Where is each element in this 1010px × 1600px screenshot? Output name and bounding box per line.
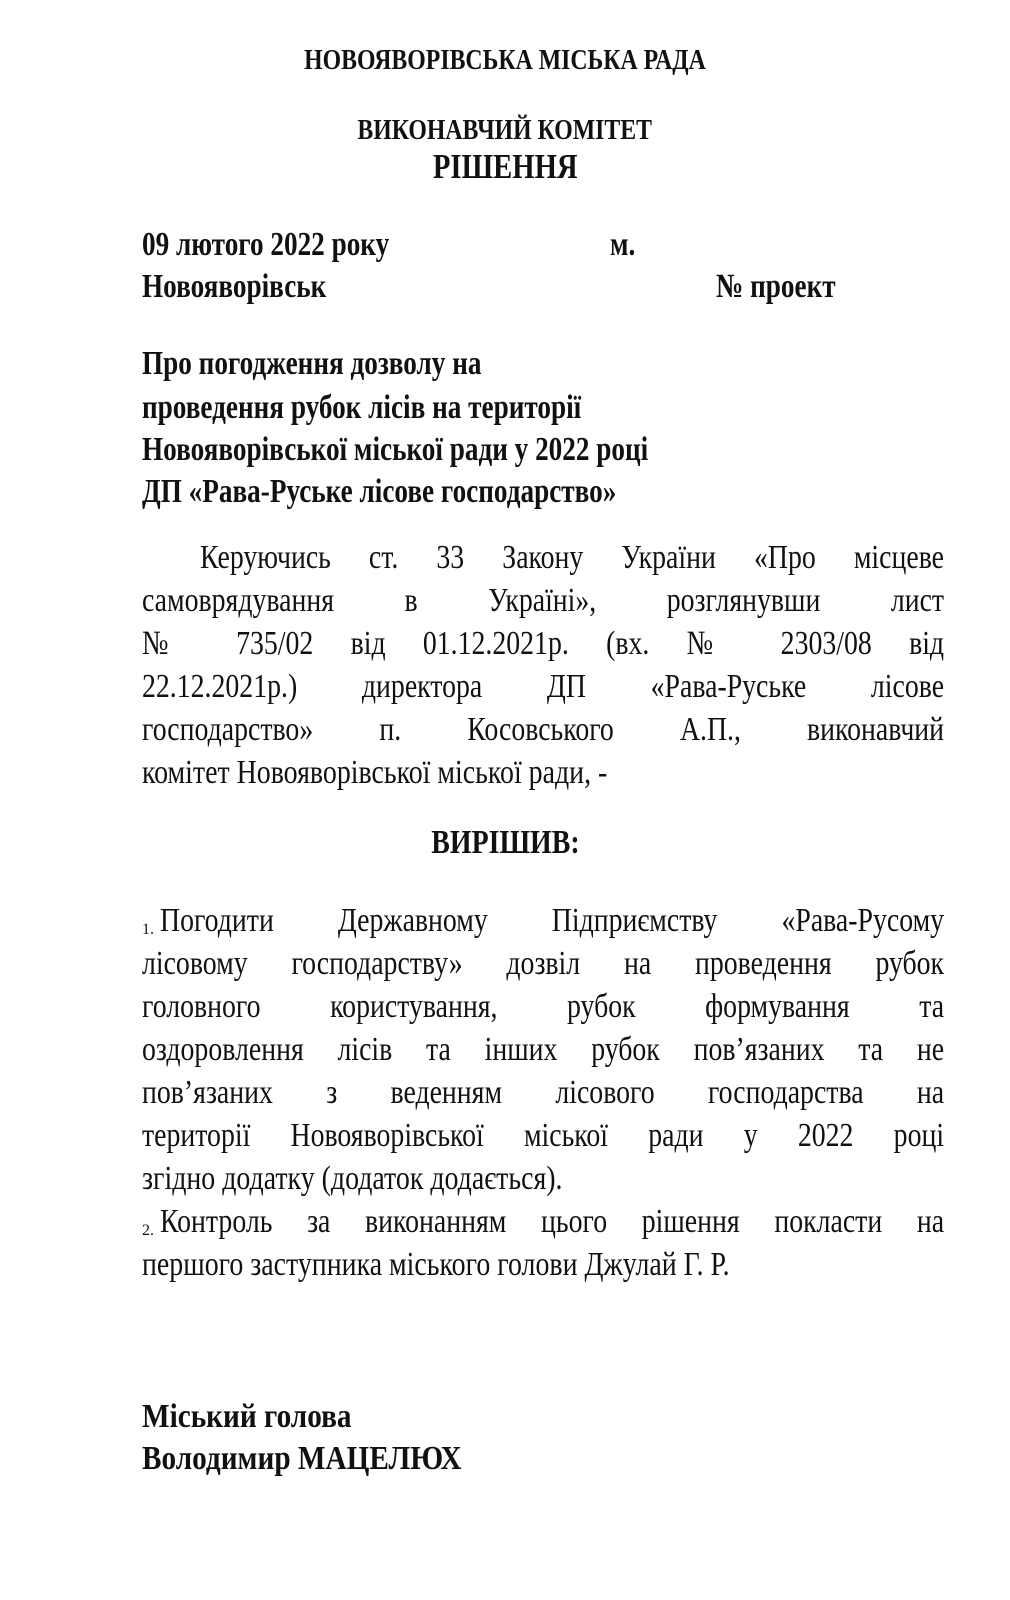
document-type: [0, 147, 1010, 187]
item-number: 1.: [142, 921, 154, 938]
item-line: головного користування, рубок формування та: [142, 988, 945, 1025]
item-line: згідно додатку (додаток додається).: [142, 1160, 563, 1197]
city-prefix: м.: [610, 226, 636, 263]
signatory-name: Володимир МАЦЕЛЮХ: [142, 1440, 462, 1477]
city-name: Новояворівськ: [142, 268, 327, 305]
item-line: території Новояворівської міської ради у 2022 році: [142, 1117, 945, 1154]
preamble-line: самоврядування в Україні», розглянувши лист: [142, 582, 945, 619]
decided-heading: [0, 824, 1010, 862]
document-number: № проект: [716, 268, 836, 305]
preamble-line: комітет Новояворівської міської ради, -: [142, 754, 608, 791]
subject-line: ДП «Рава-Руське лісове господарство»: [142, 473, 617, 510]
subject-line: проведення рубок лісів на території: [142, 389, 582, 426]
subject-line: Про погодження дозволу на: [142, 345, 482, 382]
preamble-line: № 735/02 від 01.12.2021р. (вх. № 2303/08 від: [142, 625, 945, 662]
subject-line: Новояворівської міської ради у 2022 році: [142, 431, 649, 468]
item-line: лісовому господарству» дозвіл на проведення рубок: [142, 945, 945, 982]
signatory-position: Міський голова: [142, 1398, 352, 1435]
council-name: [0, 44, 1010, 77]
decision-date: 09 лютого 2022 року: [142, 226, 390, 263]
item-line: Погодити Державному Підприємству «Рава-Русому: [160, 902, 945, 939]
council-name-text: НОВОЯВОРІВСЬКА МІСЬКА РАДА: [304, 44, 706, 76]
decided-heading-text: ВИРІШИВ:: [430, 824, 580, 861]
item-line: першого заступника міського голови Джулай Г. Р.: [142, 1246, 730, 1283]
committee-name-text: ВИКОНАВЧИЙ КОМІТЕТ: [357, 114, 653, 146]
item-line: пов’язаних з веденням лісового господарства на: [142, 1074, 945, 1111]
item-line: Контроль за виконанням цього рішення покласти на: [160, 1203, 945, 1240]
item-number: 2.: [142, 1222, 154, 1239]
committee-name: [0, 114, 1010, 147]
document-type-text: РІШЕННЯ: [432, 147, 578, 186]
preamble-line: Керуючись ст. 33 Закону України «Про місцеве: [200, 539, 945, 576]
preamble-line: 22.12.2021р.) директора ДП «Рава-Руське лісове: [142, 668, 945, 705]
item-line: оздоровлення лісів та інших рубок пов’язаних та не: [142, 1031, 945, 1068]
preamble-line: господарство» п. Косовського А.П., виконавчий: [142, 711, 945, 748]
